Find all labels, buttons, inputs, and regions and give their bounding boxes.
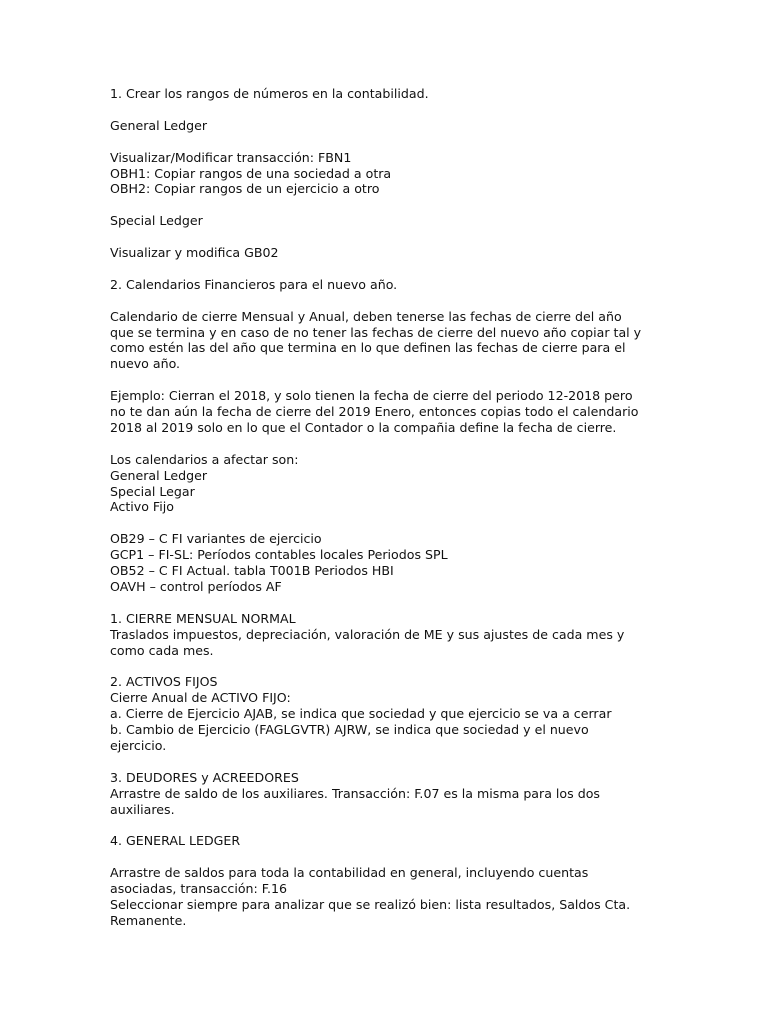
text-line: Seleccionar siempre para analizar que se realizó bien: lista resultados, Saldos Cta.	[110, 897, 631, 912]
text-line: Ejemplo: Cierran el 2018, y solo tienen la fecha de cierre del periodo 12-2018 pero	[110, 388, 633, 404]
text-line: no te dan aún la fecha de cierre del 2019 Enero, entonces copias todo el calendario	[110, 404, 639, 420]
paragraph	[110, 833, 670, 849]
text-line: Cierre Anual de ACTIVO FIJO:	[110, 690, 291, 706]
text-line: ejercicio.	[110, 737, 167, 753]
text-line: OBH1: Copiar rangos de una sociedad a otra	[110, 165, 392, 181]
text-line: Arrastre de saldos para toda la contabilidad en general, incluyendo cuentas	[110, 865, 589, 881]
text-line: Traslados impuestos, depreciación, valoración de ME y sus ajustes de cada mes y	[110, 626, 625, 642]
text-line: 2. ACTIVOS FIJOS	[110, 674, 218, 690]
text-line: GCP1 – FI-SL: Períodos contables locales Periodos SPL	[110, 547, 448, 563]
text-line: asociadas, transacción: F.16	[110, 881, 288, 897]
text-line: como cada mes.	[110, 642, 214, 658]
paragraph	[110, 277, 670, 293]
text-line: Remanente.	[110, 912, 187, 928]
paragraph	[110, 388, 670, 436]
text-line: como estén las del año que termina en lo que definen las fechas de cierre para el	[110, 340, 626, 356]
text-line: 2018 al 2019 solo en lo que el Contador o la compañia define la fecha de cierre.	[110, 419, 617, 435]
text-line: 1. Crear los rangos de números en la contabilidad.	[110, 86, 429, 101]
paragraph	[110, 531, 670, 595]
text-line: Special Legar	[110, 483, 195, 499]
paragraph	[110, 452, 670, 516]
paragraph	[110, 118, 670, 134]
text-line: nuevo año.	[110, 356, 181, 372]
paragraph	[110, 245, 670, 261]
paragraph	[110, 611, 670, 659]
text-line: Los calendarios a afectar son:	[110, 451, 299, 467]
text-line: Visualizar/Modificar transacción: FBN1	[110, 149, 352, 165]
text-line: 1. CIERRE MENSUAL NORMAL	[110, 610, 296, 626]
paragraph	[110, 213, 670, 229]
text-line: General Ledger	[110, 467, 208, 483]
paragraph	[110, 865, 670, 929]
document-body	[110, 86, 670, 945]
text-line: Calendario de cierre Mensual y Anual, deben tenerse las fechas de cierre del año	[110, 308, 622, 324]
text-line: OB52 – C FI Actual. tabla T001B Periodos HBI	[110, 563, 394, 579]
text-line: Activo Fijo	[110, 499, 174, 515]
text-line: OBH2: Copiar rangos de un ejercicio a otro	[110, 181, 380, 197]
paragraph	[110, 150, 670, 198]
text-line: OAVH – control períodos AF	[110, 578, 282, 594]
paragraph	[110, 86, 670, 102]
paragraph	[110, 770, 670, 818]
text-line: 3. DEUDORES y ACREEDORES	[110, 769, 299, 785]
text-line: Arrastre de saldo de los auxiliares. Transacción: F.07 es la misma para los dos	[110, 785, 600, 801]
text-line: a. Cierre de Ejercicio AJAB, se indica que sociedad y que ejercicio se va a cerrar	[110, 706, 612, 722]
text-line: auxiliares.	[110, 801, 175, 817]
paragraph	[110, 309, 670, 373]
text-line: b. Cambio de Ejercicio (FAGLGVTR) AJRW, se indica que sociedad y el nuevo	[110, 722, 589, 738]
paragraph	[110, 674, 670, 754]
text-line: 2. Calendarios Financieros para el nuevo año.	[110, 276, 398, 292]
text-line: Special Ledger	[110, 213, 203, 229]
text-line: que se termina y en caso de no tener las fechas de cierre del nuevo año copiar tal y	[110, 324, 642, 340]
text-line: 4. GENERAL LEDGER	[110, 833, 241, 849]
text-line: OB29 – C FI variantes de ejercicio	[110, 531, 322, 547]
text-line: Visualizar y modifica GB02	[110, 245, 279, 260]
text-line: General Ledger	[110, 117, 208, 133]
